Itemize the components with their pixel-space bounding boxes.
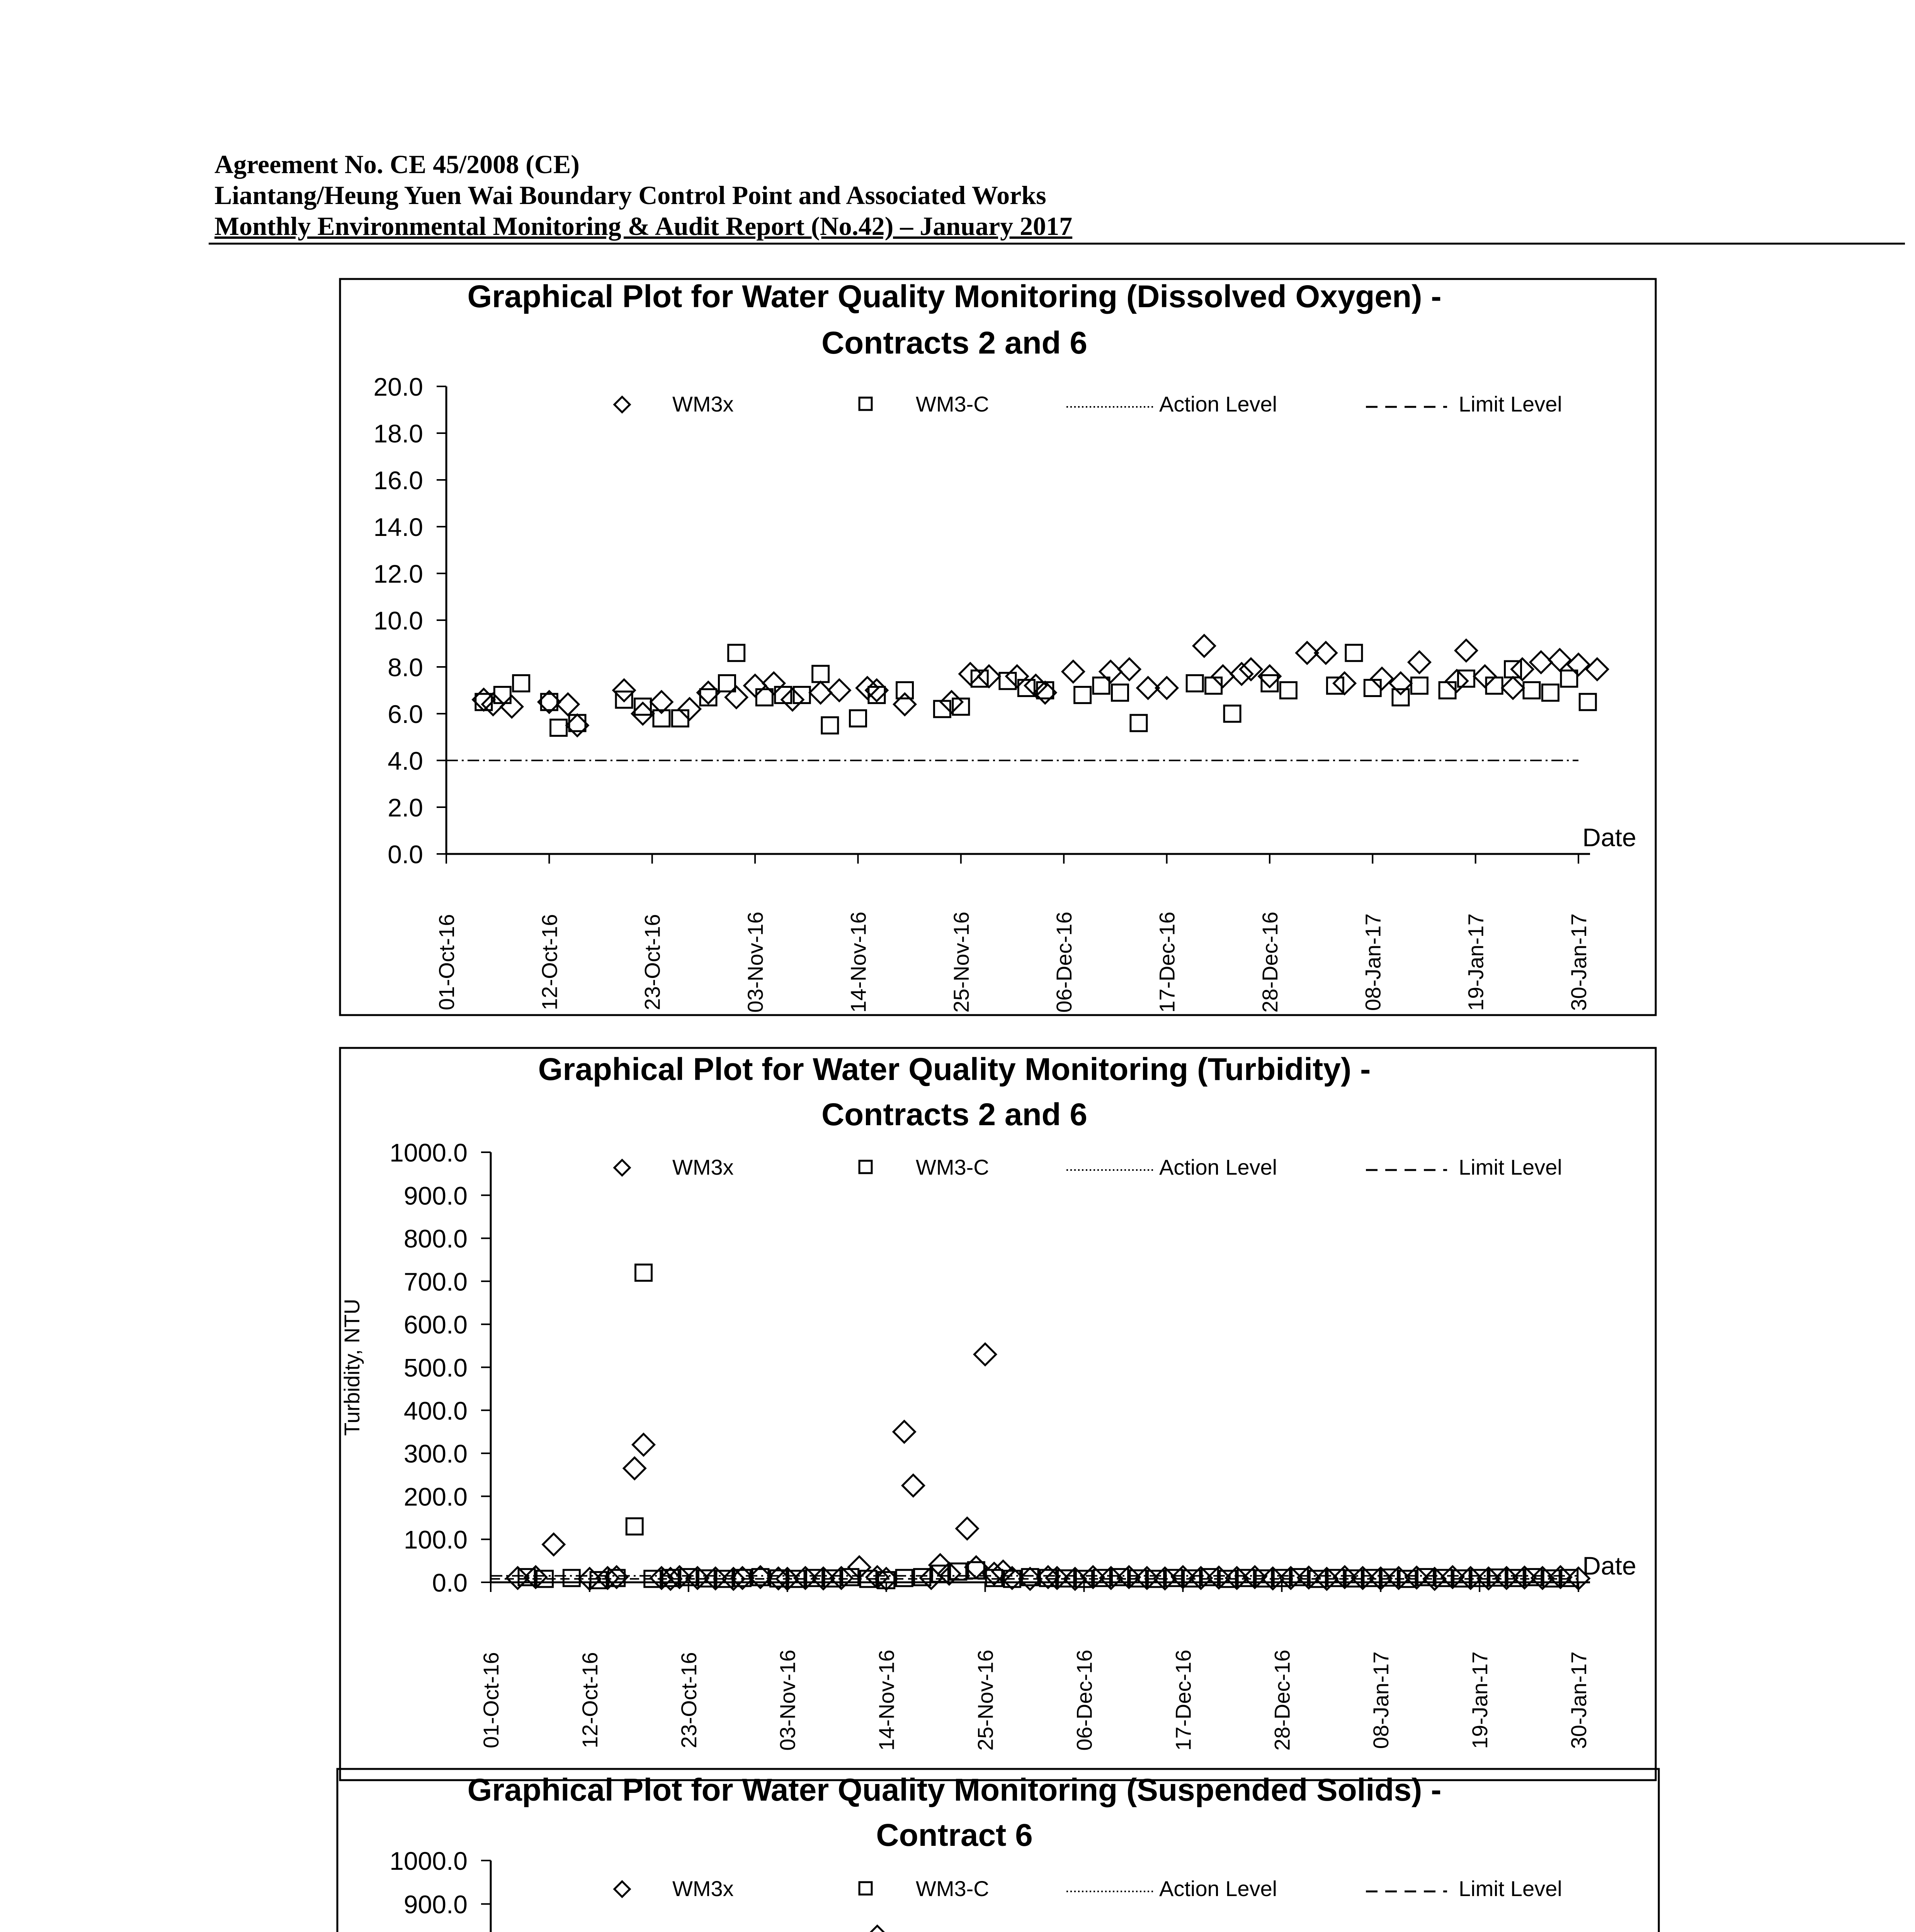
chart2-wm3x-point [543,1534,565,1555]
chart3-legend-limit-label: Limit Level [1459,1876,1562,1901]
chart1-wm3x-point [1474,665,1496,687]
chart2-y-tick-label: 100.0 [403,1525,468,1554]
chart1-wm3x-point [679,698,701,720]
chart2-wm3c-point [1364,1570,1380,1586]
chart2-legend-wm3c-marker [859,1161,872,1173]
chart3-title: Graphical Plot for Water Quality Monitoring (Suspended Solids) - [467,1772,1442,1808]
chart1-y-tick-label: 6.0 [388,700,423,728]
chart2-x-tick-label: 30-Jan-17 [1566,1651,1591,1749]
chart2-x-tick-label: 23-Oct-16 [676,1652,701,1748]
chart3-wm3x-point [866,1926,888,1932]
chart1-wm3x-point [941,691,963,713]
chart1-wm3c-point [616,692,632,708]
report-title-line: Monthly Environmental Monitoring & Audit Report (No.42) – January 2017 [214,211,1073,241]
chart2-y-tick-label: 400.0 [403,1396,468,1425]
chart1-y-tick-label: 20.0 [373,372,423,401]
chart1-wm3c-point [813,666,829,682]
chart2-legend-wm3c-label: WM3-C [916,1155,989,1179]
chart2-wm3c-point [635,1265,651,1281]
chart1-wm3c-point [672,710,688,726]
chart1-y-tick-label: 4.0 [388,747,423,775]
chart2-wm3c-point [1507,1570,1524,1586]
chart2-y-tick-label: 600.0 [403,1310,468,1339]
chart2-y-tick-label: 700.0 [403,1267,468,1296]
chart2-y-tick-label: 300.0 [403,1439,468,1468]
chart1-wm3c-point [1486,677,1502,694]
chart2-x-tick-label: 01-Oct-16 [479,1652,503,1748]
chart1-wm3x-point [1446,670,1468,692]
chart1-wm3x-point [1371,668,1393,689]
chart1-wm3c-point [1262,675,1278,691]
chart1-y-tick-label: 0.0 [388,840,423,869]
chart1-wm3c-point [513,675,529,691]
chart1-wm3c-point [1206,677,1222,694]
chart2-x-tick-label: 14-Nov-16 [874,1650,899,1751]
chart2-wm3x-point [902,1475,924,1497]
chart1-wm3c-point [728,645,745,661]
chart1-legend-wm3x-marker [614,397,630,412]
chart3-subtitle: Contract 6 [876,1818,1033,1853]
chart1-wm3c-point [1542,685,1558,701]
chart1-wm3c-point [897,682,913,699]
chart1-title: Graphical Plot for Water Quality Monitoring (Dissolved Oxygen) - [467,279,1442,314]
chart1-wm3c-point [635,699,651,715]
chart1-legend-wm3c-marker [859,398,872,410]
chart3-legend-wm3x-label: WM3x [672,1876,734,1901]
chart1-wm3x-point [1193,635,1215,657]
report-agreement-line: Agreement No. CE 45/2008 (CE) [214,150,580,179]
chart1-y-tick-label: 2.0 [388,793,423,822]
chart3-y-tick-label: 900.0 [403,1890,468,1919]
chart1-wm3x-point [1231,663,1252,685]
chart1-wm3c-point [1580,694,1596,710]
chart1-x-tick-label: 17-Dec-16 [1155,912,1179,1013]
chart1-y-tick-label: 14.0 [373,513,423,541]
chart1-y-tick-label: 18.0 [373,419,423,448]
chart1-y-tick-label: 16.0 [373,466,423,495]
chart1-y-tick-label: 8.0 [388,653,423,682]
chart1-x-tick-label: 14-Nov-16 [846,912,871,1013]
chart1-wm3x-point [810,682,832,704]
chart1-wm3c-point [1505,661,1521,677]
chart3-legend-wm3c-label: WM3-C [916,1876,989,1901]
chart1-x-tick-label: 01-Oct-16 [434,914,459,1010]
chart1-legend-wm3c-label: WM3-C [916,392,989,416]
chart1-wm3x-point [782,689,803,711]
chart2-x-tick-label: 03-Nov-16 [775,1650,800,1751]
chart1-x-tick-label: 30-Jan-17 [1566,913,1591,1011]
chart1-wm3x-point [1568,654,1589,675]
chart1-x-tick-label: 08-Jan-17 [1361,913,1385,1011]
chart3-legend-action-label: Action Level [1159,1876,1277,1901]
chart1-wm3x-point [1408,651,1430,673]
chart2-subtitle: Contracts 2 and 6 [821,1097,1088,1132]
chart1-legend-limit-label: Limit Level [1459,392,1562,416]
chart1-x-tick-label: 03-Nov-16 [743,912,768,1013]
chart2-y-tick-label: 1000.0 [389,1138,468,1167]
chart1-x-tick-label: 25-Nov-16 [949,912,973,1013]
chart1-wm3x-point [828,680,850,701]
chart3-y-tick-label: 1000.0 [389,1847,468,1875]
chart1-x-tick-label: 12-Oct-16 [537,914,562,1010]
chart1-y-tick-label: 12.0 [373,560,423,588]
chart2-wm3c-point [896,1570,912,1586]
chart3-legend-wm3c-marker [859,1882,872,1895]
chart2-x-tick-label: 06-Dec-16 [1072,1650,1097,1751]
chart1-wm3x-point [744,675,766,696]
chart1-wm3x-point [978,665,1000,687]
chart1-wm3c-point [1393,689,1409,706]
chart2-x-tick-label: 17-Dec-16 [1171,1650,1196,1751]
chart1-x-tick-label: 28-Dec-16 [1257,912,1282,1013]
chart3-legend-wm3x-marker [614,1881,630,1897]
chart1-wm3x-point [1119,658,1140,680]
chart2-wm3x-point [624,1458,645,1479]
chart1-wm3c-point [569,715,585,731]
chart2-wm3x-point [956,1518,978,1539]
chart2-x-tick-label: 28-Dec-16 [1270,1650,1294,1751]
chart1-y-tick-label: 10.0 [373,606,423,635]
chart2-x-tick-label: 19-Jan-17 [1468,1651,1492,1749]
chart2-wm3x-point [893,1421,915,1442]
chart1-subtitle: Contracts 2 and 6 [821,325,1088,361]
chart2-title: Graphical Plot for Water Quality Monitoring (Turbidity) - [538,1052,1371,1087]
chart2-x-tick-label: 25-Nov-16 [973,1650,998,1751]
chart1-wm3x-point [1502,677,1524,699]
chart2-y-tick-label: 500.0 [403,1353,468,1382]
chart2-y-tick-label: 800.0 [403,1224,468,1253]
chart1-wm3x-point [763,672,785,694]
chart2-legend-limit-label: Limit Level [1459,1155,1562,1179]
chart1-wm3c-point [1224,706,1240,722]
chart2-wm3c-point [563,1570,580,1586]
chart1-wm3x-point [1549,649,1571,671]
chart2-wm3x-point [633,1434,654,1456]
report-project-line: Liantang/Heung Yuen Wai Boundary Control Point and Associated Works [214,180,1046,210]
chart1-wm3x-point [1455,640,1477,662]
chart1-legend-action-label: Action Level [1159,392,1277,416]
chart1-wm3c-point [551,719,567,736]
chart1-x-tick-label: 06-Dec-16 [1052,912,1077,1013]
chart2-x-tick-label: 12-Oct-16 [577,1652,602,1748]
chart1-wm3x-point [726,687,747,708]
chart1-wm3x-point [557,694,579,715]
chart2-wm3c-point [806,1570,823,1586]
chart1-wm3x-point [959,663,981,685]
chart2-y-axis-label: Turbidity, NTU [340,1299,364,1436]
chart1-wm3x-point [482,694,504,715]
chart2-legend-action-label: Action Level [1159,1155,1277,1179]
chart2-y-tick-label: 900.0 [403,1181,468,1210]
chart1-legend-wm3x-label: WM3x [672,392,734,416]
chart1-wm3x-point [1062,661,1084,682]
chart1-wm3c-point [822,717,838,733]
chart2-x-tick-label: 08-Jan-17 [1369,1651,1393,1749]
chart1-wm3c-point [1524,682,1540,699]
chart1-wm3x-point [1212,665,1234,687]
chart1-x-tick-label: 23-Oct-16 [640,914,665,1010]
chart1-wm3x-point [1100,661,1121,682]
chart1-wm3x-point [1006,665,1028,687]
chart1-wm3c-point [1131,715,1147,731]
chart1-wm3c-point [1112,685,1128,701]
chart1-wm3c-point [1364,680,1381,696]
chart1-x-axis-label: Date [1582,823,1636,852]
chart2-wm3x-point [975,1344,996,1365]
chart1-wm3c-point [1411,677,1427,694]
chart1-wm3c-point [850,710,866,726]
chart1-wm3c-point [1187,675,1203,691]
chart2-x-axis-label: Date [1582,1551,1636,1580]
chart1-wm3c-point [1280,682,1296,699]
chart2-y-tick-label: 0.0 [432,1568,468,1597]
chart1-x-tick-label: 19-Jan-17 [1463,913,1488,1011]
chart1-wm3c-point [1075,687,1091,703]
chart1-wm3x-point [1334,672,1355,694]
chart1-wm3x-point [1586,658,1608,680]
chart1-wm3c-point [1346,645,1362,661]
chart2-legend-wm3x-label: WM3x [672,1155,734,1179]
chart2-legend-wm3x-marker [614,1160,630,1175]
chart2-wm3c-point [626,1518,643,1534]
chart1-wm3c-point [1439,682,1456,699]
chart1-wm3x-point [501,696,523,718]
chart2-y-tick-label: 200.0 [403,1482,468,1511]
